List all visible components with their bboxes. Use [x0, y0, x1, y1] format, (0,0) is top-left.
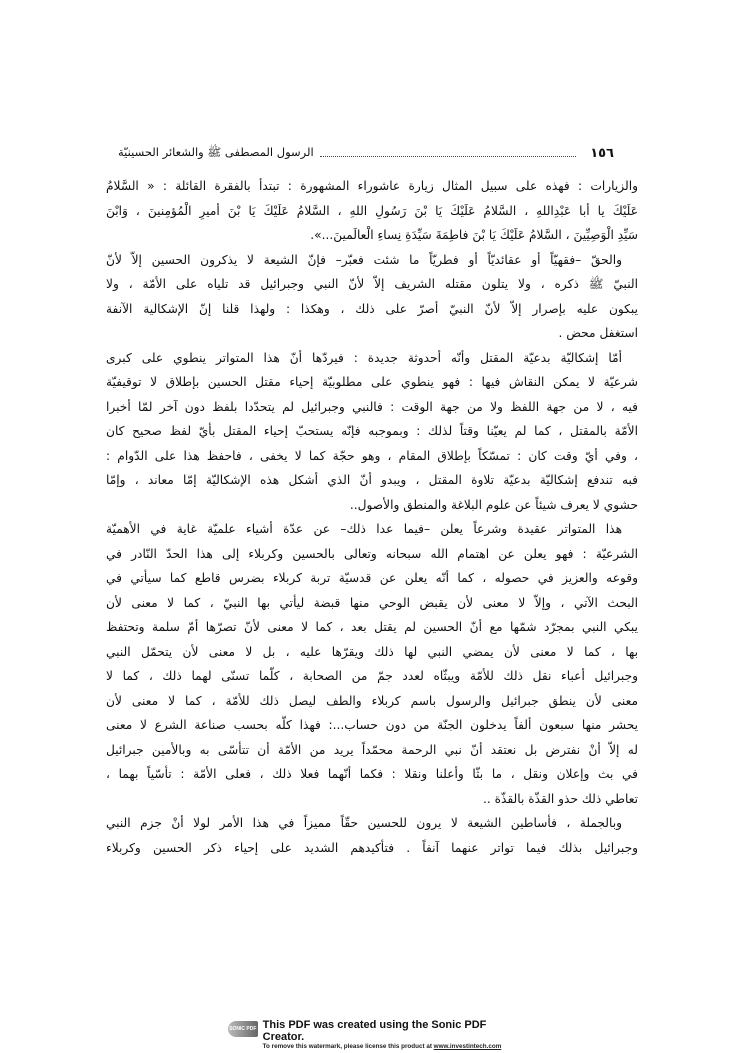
text-line: يبكي النبي بمجرّد شمّها مع أنّ الحسين لم يقتل بعد ، كما لا معنى لأنّ تصرّها أمّ سلمة وتحتفظ — [106, 620, 638, 634]
text-line: فيه ، لا من جهة اللفظ ولا من جهة الوقت : فالنبي وجبرائيل لم يتحدّدا بلفظ دون آخر لمّا أخبرا — [106, 399, 638, 414]
page-number: ١٥٦ — [590, 145, 614, 161]
text-line: معنى لأن ينطق جبرائيل والرسول باسم كربلاء والطف ليصل ذلك للأمّة ، كما لا معنى لأن — [106, 693, 638, 708]
text-line: يحشر منها سبعون ألفاً يدخلون الجنّة من دون حساب...: فهذا كلّه بحسب صناعة الشرع لا معنى — [106, 718, 638, 732]
running-title: الرسول المصطفى ﷺ والشعائر الحسينيّة — [118, 144, 314, 159]
text-line: عَلَيْكَ يا أبا عَبْدِاللهِ ، السَّلامُ عَلَيْكَ يَا بْنَ رَسُولِ اللهِ ، السَّلامُ عَلَيْكَ يَا بْنَ أميرِ الْمُؤمِنينَ ، وَابْنَ — [106, 203, 638, 218]
text-line: الأمّة بالمقتل ، كما لم يعيّنا وقتاً لذلك : وبموجبه فإنّه يستحبّ إحياء المقتل بأيّ لفظ صحيح كان — [106, 424, 638, 438]
text-line: هذا المتواتر عقيدة وشرعاً يعلن –فيما عدا ذلك– عن عدّة أشياء علميّة غاية في الأهميّة — [106, 522, 622, 536]
text-line: يبكون عليه بإصرار إلاّ لأنّ النبيّ أصرّ على ذلك ، وهكذا : ولهذا قلنا إنّ الإشكالية الآنفة — [106, 301, 638, 316]
text-line: وجبرائيل بذلك فيما تواتر عنهما آنفاً . فتأكيدهم الشديد على إحياء ذكر الحسين وكربلاء — [106, 840, 638, 855]
watermark-main-text: This PDF was created using the Sonic PDF Creator. — [262, 1019, 487, 1043]
text-line: حشوي لا يعرف شيئاً عن علوم البلاغة والمنطق والأصول.. — [349, 497, 638, 512]
text-line: تعاطي ذلك حذو القذّة بالقذّة .. — [482, 791, 638, 806]
text-line: شرعيّة لا يمكن النقاش فيها : فهو ينطوي على مطلوبيّة إحياء مقتل الحسين بإطلاق لا توقيفيّة — [106, 375, 638, 389]
text-line: فبه تندفع إشكاليّة بدعيّة تلاوة المقتل ، ويبدو أنّ الذي أشكل هذه الإشكاليّة إمّا معاند ، وإمّا — [106, 473, 638, 487]
watermark-sub-label: To remove this watermark, please license this product at — [262, 1043, 434, 1050]
watermark-sub-text — [263, 1043, 528, 1051]
watermark-link[interactable]: www.investintech.com — [433, 1043, 502, 1050]
page-header — [118, 142, 614, 164]
text-line: استغفل محض . — [558, 326, 638, 340]
text-line: وبالجملة ، فأساطين الشيعة لا يرون للحسين حقّاً مميزاً في هذا الأمر لولا أنْ جزم النبي — [106, 816, 622, 830]
text-line: البحث الآتي ، وإلاّ لا معنى لأن يقبض الوحي منها قبضة ليأتي بها النبيّ ، كما لا معنى لأن — [106, 595, 638, 610]
text-line: بها ، كما لا معنى لأن يمضي النبي لها ذلك ويقرّها عليه ، بل لا معنى لأن يتحمّل النبي — [106, 644, 638, 659]
text-line: والزيارات : فهذه على سبيل المثال زيارة عاشوراء المشهورة : تبتدأ بالفقرة القائلة : « السَّلامُ — [106, 179, 638, 193]
text-line: والحقّ –فقهيّاً أو عقائديّاً أو فطريّاً ما شئت فعبّر– فإنّ الشيعة لا يذكرون الحسين إلاّ لأنّ — [106, 252, 622, 267]
text-line: سَيِّدِ الْوَصِيِّينَ ، السَّلامُ عَلَيْكَ يَا بْنَ فاطِمَةَ سَيِّدَةِ نِساءِ الْعالَمينَ...». — [310, 228, 638, 242]
text-line: وجبرائيل أعباء نقل ذلك للأمّة ويبثّاه لعدد جمّ من الصحابة ، كلّما تسنّى لهما ذلك ، كما لا — [106, 669, 638, 683]
text-line: النبيّ ﷺ ذكره ، ولا يتلون مقتله الشريف إلاّ لأنّ النبي وجبرائيل قد تلياه على الأمّة ، ولا — [106, 277, 638, 291]
text-line: الشرعيّة : فهو يعلن عن اهتمام الله سبحانه وتعالى بالحسين وكربلاء إلى هذا الحدّ النّادر في — [106, 546, 638, 561]
text-line: ، وفي أيّ وقت كان : تمسّكاً بإطلاق المقام ، وهو حجّة كما لا يخفى ، فاحفظ هذا على الدّوام : — [106, 448, 638, 463]
text-line: في بث وإعلان ونقل ، ما بثّا وأعلنا ونقلا : فكما أنّهما فعلا ذلك ، فعلى الأمّة : تأسّياً بهما ، — [106, 767, 638, 781]
text-line: أمّا إشكاليّة بدعيّة المقتل وأنّه أحدوثة جديدة : فيردّها أنّ هذا المتواتر ينطوي على كبرى — [106, 350, 622, 365]
sonic-pdf-logo-icon: SONIC PDF — [228, 1021, 258, 1037]
header-dotted-leader — [320, 156, 576, 157]
text-line: وقوعه والعزيز في حصوله ، كما أنّه يعلن عن قدسيّة تربة كربلاء بضرس قاطع كما سيأتي في — [106, 571, 638, 585]
body-text — [106, 174, 638, 860]
text-line: له إلاّ أنْ نفترض بل نعتقد أنّ نبي الرحمة محمّداً يريد من الأمّة أن تتأسّى به وبالأمين جبرائيل — [106, 742, 638, 757]
pdf-watermark — [228, 1019, 528, 1049]
